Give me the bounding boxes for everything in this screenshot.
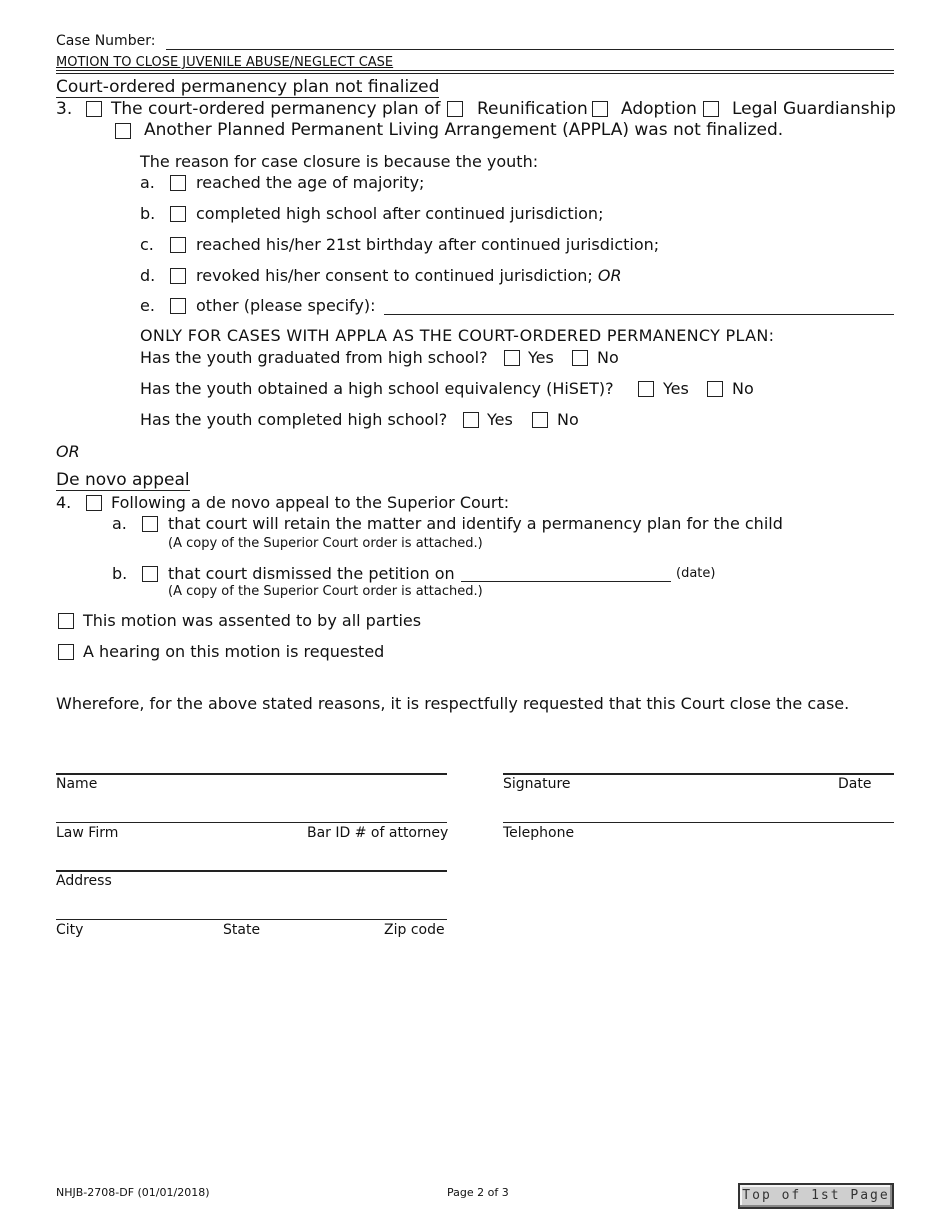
telephone-label: Telephone <box>503 825 575 841</box>
appla-heading: ONLY FOR CASES WITH APPLA AS THE COURT-ORDERED PERMANENCY PLAN: <box>140 326 775 345</box>
q3-no-checkbox[interactable] <box>532 412 548 428</box>
adoption-label: Adoption <box>621 99 697 119</box>
no-label: No <box>597 348 619 367</box>
assented-checkbox[interactable] <box>58 613 74 629</box>
case-number-field[interactable] <box>166 49 894 50</box>
name-line[interactable] <box>56 773 447 775</box>
address-label: Address <box>56 873 112 889</box>
appla-checkbox[interactable] <box>115 123 131 139</box>
yes-label: Yes <box>528 348 554 367</box>
appla-label: Another Planned Permanent Living Arrangement (APPLA) was not finalized. <box>144 120 784 140</box>
header-divider-2 <box>56 73 894 74</box>
reunification-checkbox[interactable] <box>447 101 463 117</box>
reason-a-checkbox[interactable] <box>170 175 186 191</box>
section4-checkbox[interactable] <box>86 495 102 511</box>
date-sign-label: Date <box>838 776 872 792</box>
or-separator: OR <box>56 442 80 461</box>
section3-checkbox[interactable] <box>86 101 102 117</box>
zip-label: Zip code <box>384 922 445 938</box>
reason-intro: The reason for case closure is because the youth: <box>140 152 539 171</box>
reason-text: completed high school after continued jurisdiction; <box>196 204 604 223</box>
reason-e-checkbox[interactable] <box>170 298 186 314</box>
reason-text: reached his/her 21st birthday after continued jurisdiction; <box>196 235 660 254</box>
question-completed: Has the youth completed high school? <box>140 410 448 429</box>
reason-text: revoked his/her consent to continued jurisdiction; <box>196 266 593 285</box>
section4-b-checkbox[interactable] <box>142 566 158 582</box>
legal-guardianship-label: Legal Guardianship <box>732 99 896 119</box>
city-line[interactable] <box>56 919 447 920</box>
address-line[interactable] <box>56 870 447 872</box>
legal-guardianship-checkbox[interactable] <box>703 101 719 117</box>
reason-letter: b. <box>140 204 156 223</box>
section4-a-text: that court will retain the matter and identify a permanency plan for the child <box>168 514 783 533</box>
q2-yes-checkbox[interactable] <box>638 381 654 397</box>
date-label: (date) <box>676 566 716 581</box>
law-firm-line[interactable] <box>56 822 447 823</box>
section3-intro: The court-ordered permanency plan of <box>111 99 441 119</box>
q3-yes-checkbox[interactable] <box>463 412 479 428</box>
section4-b-text: that court dismissed the petition on <box>168 564 455 583</box>
bar-id-label: Bar ID # of attorney <box>307 825 449 841</box>
section3-heading: Court-ordered permanency plan not finalized <box>56 77 440 97</box>
section4-a-checkbox[interactable] <box>142 516 158 532</box>
wherefore-text: Wherefore, for the above stated reasons, it is respectfully requested that this Court close the case. <box>56 694 850 713</box>
no-label: No <box>732 379 754 398</box>
case-number-label: Case Number: <box>56 33 156 49</box>
assented-label: This motion was assented to by all parties <box>83 611 422 630</box>
law-firm-label: Law Firm <box>56 825 119 841</box>
reunification-label: Reunification <box>477 99 588 119</box>
section4-intro: Following a de novo appeal to the Superior Court: <box>111 493 510 512</box>
signature-label: Signature <box>503 776 571 792</box>
reason-d-line <box>196 266 622 285</box>
reason-letter: c. <box>140 235 154 254</box>
reason-b-checkbox[interactable] <box>170 206 186 222</box>
hearing-checkbox[interactable] <box>58 644 74 660</box>
reason-text: other (please specify): <box>196 296 376 315</box>
q1-yes-checkbox[interactable] <box>504 350 520 366</box>
section4-a-letter: a. <box>112 514 127 533</box>
reason-letter: d. <box>140 266 156 285</box>
header-divider <box>56 70 894 71</box>
hearing-label: A hearing on this motion is requested <box>83 642 385 661</box>
section4-b-letter: b. <box>112 564 128 583</box>
section4-b-note: (A copy of the Superior Court order is attached.) <box>168 584 483 599</box>
reason-d-checkbox[interactable] <box>170 268 186 284</box>
no-label: No <box>557 410 579 429</box>
dismissal-date-field[interactable] <box>461 581 671 582</box>
q1-no-checkbox[interactable] <box>572 350 588 366</box>
form-id: NHJB-2708-DF (01/01/2018) <box>56 1186 210 1199</box>
form-title: MOTION TO CLOSE JUVENILE ABUSE/NEGLECT CASE <box>56 55 394 70</box>
q2-no-checkbox[interactable] <box>707 381 723 397</box>
reason-or: OR <box>597 266 622 285</box>
page-number: Page 2 of 3 <box>447 1186 509 1199</box>
yes-label: Yes <box>663 379 689 398</box>
question-hiset: Has the youth obtained a high school equivalency (HiSET)? <box>140 379 614 398</box>
yes-label: Yes <box>487 410 513 429</box>
adoption-checkbox[interactable] <box>592 101 608 117</box>
name-label: Name <box>56 776 98 792</box>
section3-number: 3. <box>56 99 73 119</box>
reason-c-checkbox[interactable] <box>170 237 186 253</box>
reason-text: reached the age of majority; <box>196 173 425 192</box>
question-graduated: Has the youth graduated from high school? <box>140 348 488 367</box>
other-specify-field[interactable] <box>384 314 894 315</box>
reason-letter: a. <box>140 173 155 192</box>
reason-letter: e. <box>140 296 155 315</box>
city-label: City <box>56 922 84 938</box>
top-of-first-page-button[interactable]: Top of 1st Page <box>738 1183 894 1209</box>
section4-heading: De novo appeal <box>56 470 190 490</box>
signature-line[interactable] <box>503 773 894 775</box>
section4-number: 4. <box>56 493 72 512</box>
state-label: State <box>223 922 261 938</box>
section4-a-note: (A copy of the Superior Court order is attached.) <box>168 536 483 551</box>
telephone-line[interactable] <box>503 822 894 823</box>
